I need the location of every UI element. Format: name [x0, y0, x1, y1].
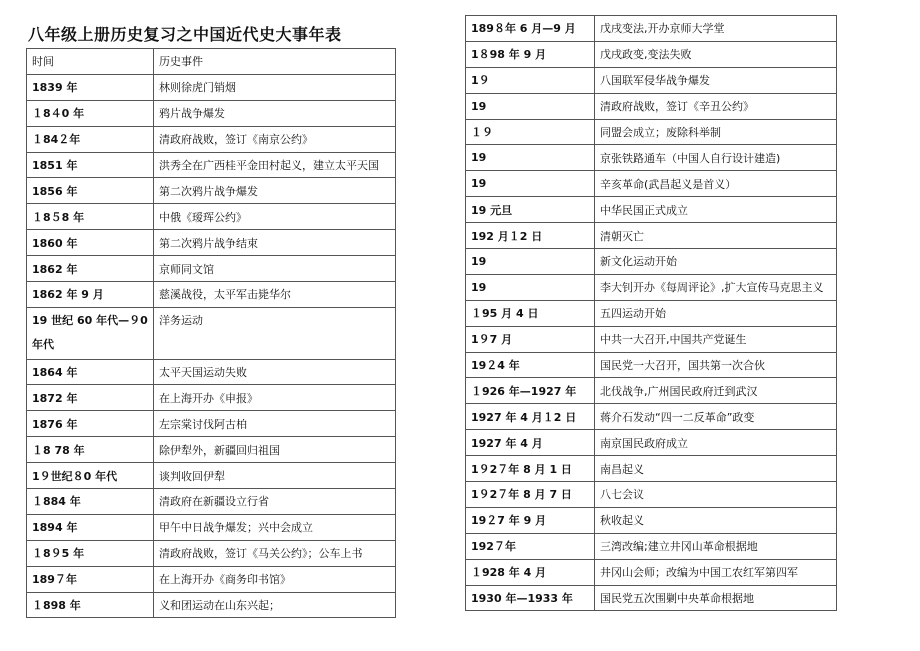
event-description: 戊戌政变,变法失败: [595, 41, 837, 67]
event-time: 189７年: [27, 566, 154, 592]
table-row: [466, 378, 837, 404]
event-time: 1864 年: [27, 359, 154, 385]
table-row: [466, 352, 837, 378]
table-row: [27, 437, 396, 463]
event-time: 1856 年: [27, 178, 154, 204]
event-description: 清朝灭亡: [595, 223, 837, 249]
event-time: 19２4 年: [466, 352, 595, 378]
table-row: [466, 119, 837, 145]
table-row: [466, 533, 837, 559]
event-description: 蒋介石发动“四一二反革命”政变: [595, 404, 837, 430]
event-time: 1839 年: [27, 74, 154, 100]
event-time: 19: [466, 145, 595, 171]
event-description: 谈判收回伊犁: [154, 463, 396, 489]
table-row: [27, 152, 396, 178]
event-description: 清政府战败，签订《南京公约》: [154, 126, 396, 152]
table-row: [466, 430, 837, 456]
event-time: 19２7 年 9 月: [466, 507, 595, 533]
event-time: １84２年: [27, 126, 154, 152]
event-description: 慈溪战役，太平军击毙华尔: [154, 282, 396, 308]
event-description: 清政府在新疆设立行省: [154, 488, 396, 514]
event-description: 南京国民政府成立: [595, 430, 837, 456]
event-description: 第二次鸦片战争结束: [154, 230, 396, 256]
left-events-table: [26, 48, 396, 618]
table-row: [466, 507, 837, 533]
event-time: １8５8 年: [27, 204, 154, 230]
event-description: 清政府战败，签订《马关公约》；公车上书: [154, 540, 396, 566]
table-row: [27, 359, 396, 385]
event-time: 1894 年: [27, 514, 154, 540]
table-row: [466, 274, 837, 300]
table-row: [466, 223, 837, 249]
table-row: [466, 171, 837, 197]
event-time: 1９2７年 8 月 7 日: [466, 482, 595, 508]
event-description: 八国联军侵华战争爆发: [595, 67, 837, 93]
event-description: 五四运动开始: [595, 300, 837, 326]
event-description: 中华民国正式成立: [595, 197, 837, 223]
event-time: 19: [466, 93, 595, 119]
table-row: [27, 204, 396, 230]
event-description: 在上海开办《申报》: [154, 385, 396, 411]
header-event: 历史事件: [154, 49, 396, 75]
page-title: 八年级上册历史复习之中国近代史大事年表: [28, 25, 342, 44]
right-events-table: [465, 15, 837, 611]
event-time: 19 世纪 60 年代—９0 年代: [27, 307, 154, 359]
table-row: [27, 178, 396, 204]
table-row: [27, 230, 396, 256]
event-time: １8 78 年: [27, 437, 154, 463]
table-row: [466, 300, 837, 326]
event-time: 1927 年 4 月: [466, 430, 595, 456]
table-row: [466, 404, 837, 430]
event-description: 北伐战争,广州国民政府迁到武汉: [595, 378, 837, 404]
table-row: [27, 566, 396, 592]
event-description: 鸦片战争爆发: [154, 100, 396, 126]
event-time: １8９5 年: [27, 540, 154, 566]
event-description: 秋收起义: [595, 507, 837, 533]
event-description: 在上海开办《商务印书馆》: [154, 566, 396, 592]
event-description: 新文化运动开始: [595, 249, 837, 275]
event-description: 林则徐虎门销烟: [154, 74, 396, 100]
event-time: 19: [466, 249, 595, 275]
event-time: 1９2７年 8 月 1 日: [466, 456, 595, 482]
event-description: 国民党五次围剿中央革命根据地: [595, 585, 837, 611]
event-description: 洋务运动: [154, 307, 396, 359]
event-time: 19: [466, 274, 595, 300]
table-row: [27, 488, 396, 514]
table-row: [27, 126, 396, 152]
table-row: [27, 307, 396, 359]
table-row: [466, 67, 837, 93]
event-time: 1９世纪８0 年代: [27, 463, 154, 489]
event-time: １898 年: [27, 592, 154, 618]
event-time: 1９7 月: [466, 326, 595, 352]
table-row: [27, 592, 396, 618]
table-row: [27, 74, 396, 100]
event-time: １９: [466, 119, 595, 145]
event-time: １8４0 年: [27, 100, 154, 126]
table-row: [27, 100, 396, 126]
event-time: 19 元旦: [466, 197, 595, 223]
table-header-row: [27, 49, 396, 75]
event-description: 辛亥革命(武昌起义是首义）: [595, 171, 837, 197]
table-row: [466, 41, 837, 67]
table-row: [27, 411, 396, 437]
event-description: 甲午中日战争爆发；兴中会成立: [154, 514, 396, 540]
table-row: [466, 326, 837, 352]
event-description: 同盟会成立；废除科举制: [595, 119, 837, 145]
event-time: 189８年 6 月—9 月: [466, 16, 595, 42]
table-row: [466, 145, 837, 171]
event-time: 1930 年—1933 年: [466, 585, 595, 611]
event-description: 南昌起义: [595, 456, 837, 482]
table-row: [27, 282, 396, 308]
event-description: 八七会议: [595, 482, 837, 508]
table-row: [27, 514, 396, 540]
event-description: 中俄《瑷珲公约》: [154, 204, 396, 230]
event-time: 192７年: [466, 533, 595, 559]
event-description: 中共一大召开,中国共产党诞生: [595, 326, 837, 352]
event-time: 1８98 年 9 月: [466, 41, 595, 67]
event-time: １884 年: [27, 488, 154, 514]
event-time: 1862 年: [27, 256, 154, 282]
event-time: １95 月 4 日: [466, 300, 595, 326]
event-description: 京师同文馆: [154, 256, 396, 282]
table-row: [466, 16, 837, 42]
header-time: 时间: [27, 49, 154, 75]
table-row: [466, 456, 837, 482]
event-description: 李大钊开办《每周评论》,扩大宣传马克思主义: [595, 274, 837, 300]
event-time: 1862 年 9 月: [27, 282, 154, 308]
table-row: [27, 463, 396, 489]
event-time: 1９: [466, 67, 595, 93]
table-row: [466, 482, 837, 508]
event-description: 义和团运动在山东兴起；: [154, 592, 396, 618]
event-description: 京张铁路通车（中国人自行设计建造): [595, 145, 837, 171]
event-description: 洪秀全在广西桂平金田村起义，建立太平天国: [154, 152, 396, 178]
event-description: 国民党一大召开，国共第一次合伙: [595, 352, 837, 378]
event-time: 1851 年: [27, 152, 154, 178]
event-time: １928 年 4 月: [466, 559, 595, 585]
event-description: 左宗棠讨伐阿古柏: [154, 411, 396, 437]
table-row: [466, 249, 837, 275]
event-time: 192 月１2 日: [466, 223, 595, 249]
table-row: [27, 540, 396, 566]
table-row: [27, 385, 396, 411]
event-description: 除伊犁外，新疆回归祖国: [154, 437, 396, 463]
table-row: [466, 197, 837, 223]
event-description: 清政府战败，签订《辛丑公约》: [595, 93, 837, 119]
event-time: 1872 年: [27, 385, 154, 411]
event-time: 1927 年 4 月１2 日: [466, 404, 595, 430]
event-description: 井冈山会师；改编为中国工农红军第四军: [595, 559, 837, 585]
table-row: [27, 256, 396, 282]
event-description: 太平天国运动失败: [154, 359, 396, 385]
table-row: [466, 585, 837, 611]
event-time: 1860 年: [27, 230, 154, 256]
event-time: 19: [466, 171, 595, 197]
table-row: [466, 559, 837, 585]
event-time: １926 年—1927 年: [466, 378, 595, 404]
event-description: 戊戌变法,开办京师大学堂: [595, 16, 837, 42]
event-time: 1876 年: [27, 411, 154, 437]
event-description: 第二次鸦片战争爆发: [154, 178, 396, 204]
table-row: [466, 93, 837, 119]
event-description: 三湾改编;建立井冈山革命根据地: [595, 533, 837, 559]
